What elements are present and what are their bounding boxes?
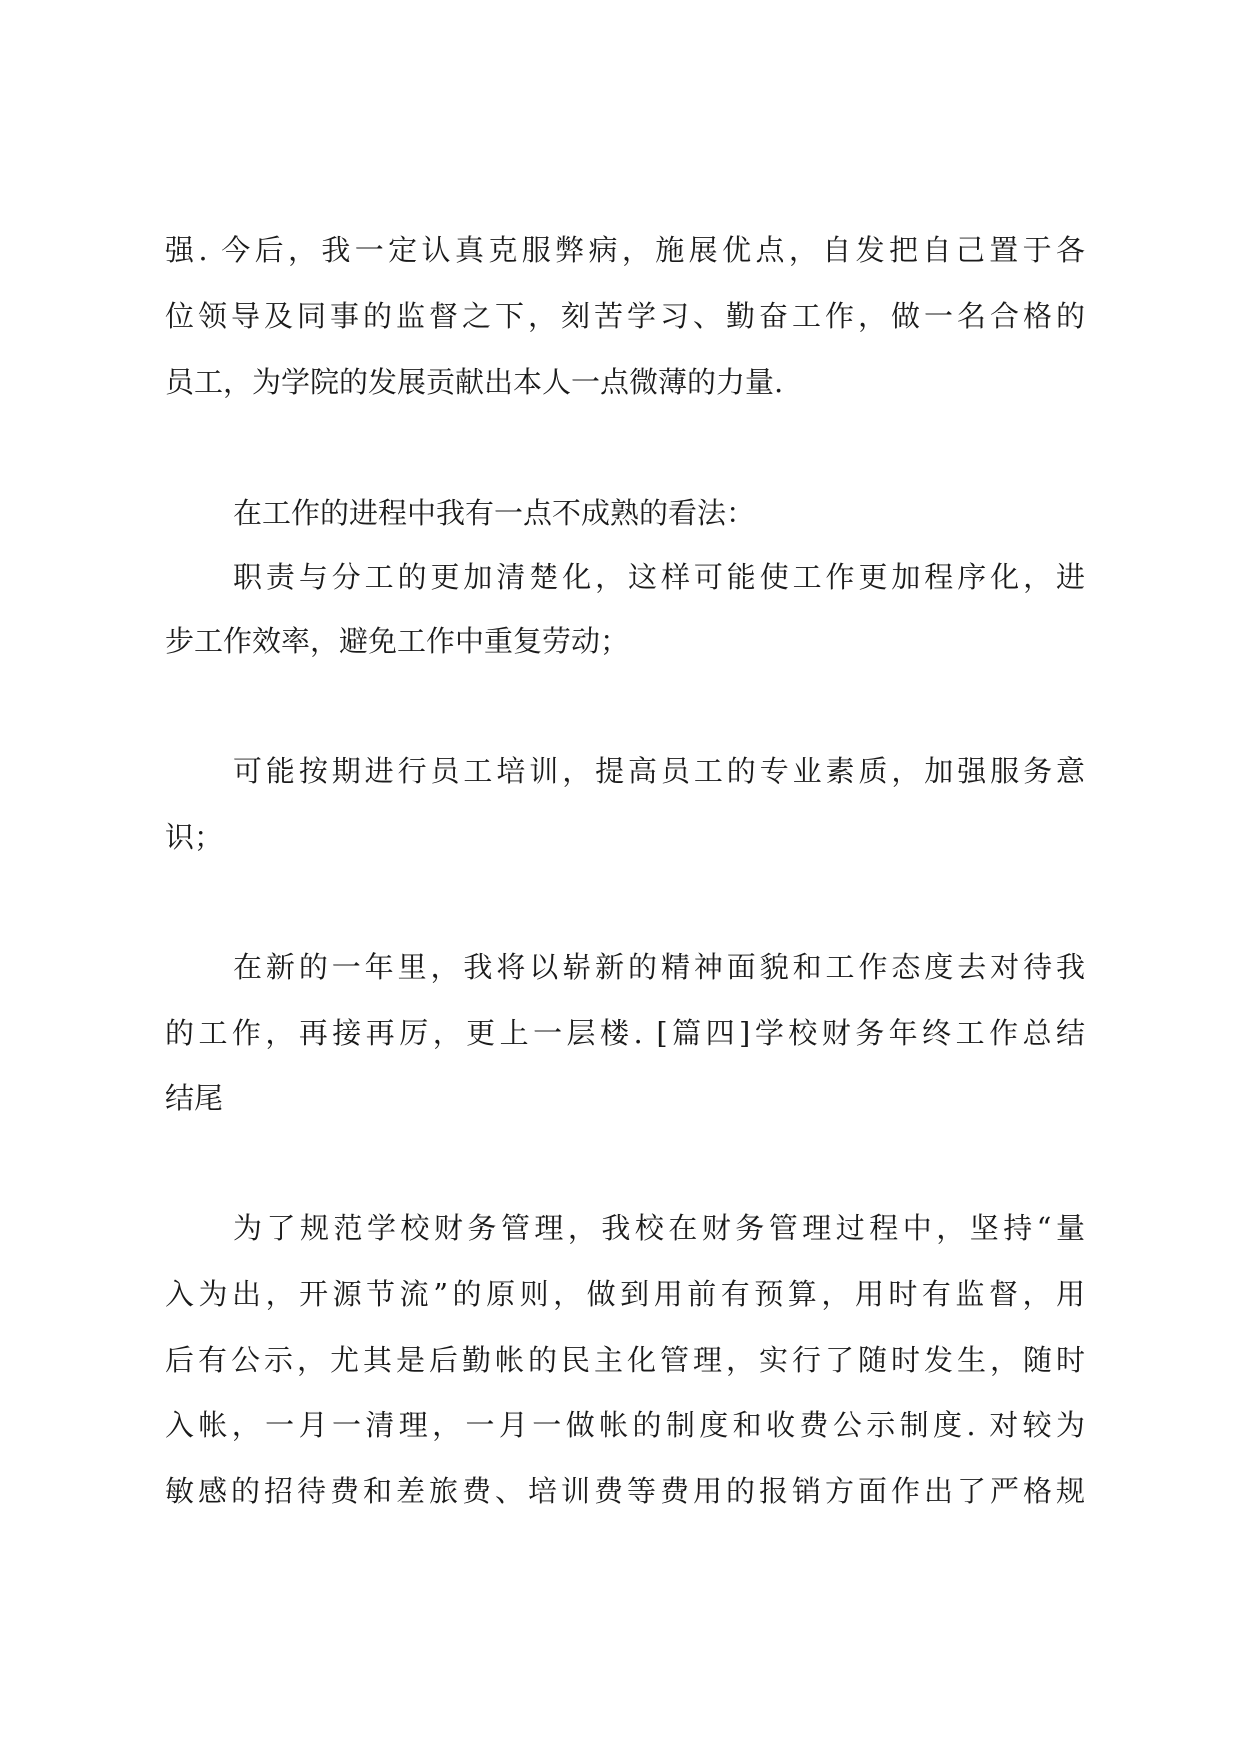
- text-line: 入帐，一月一清理，一月一做帐的制度和收费公示制度. 对较为: [165, 1408, 1085, 1442]
- text-line: 在新的一年里，我将以崭新的精神面貌和工作态度去对待我: [233, 950, 1085, 984]
- text-line: 为了规范学校财务管理，我校在财务管理过程中，坚持“量: [233, 1211, 1085, 1245]
- text-line: 后有公示，尤其是后勤帐的民主化管理，实行了随时发生，随时: [165, 1343, 1085, 1377]
- text-line: 可能按期进行员工培训，提高员工的专业素质，加强服务意: [233, 754, 1085, 788]
- text-line: 员工，为学院的发展贡献出本人一点微薄的力量.: [165, 365, 784, 399]
- text-line: 步工作效率，避免工作中重复劳动；: [165, 624, 630, 658]
- text-line: 的工作，再接再厉，更上一层楼. [篇四]学校财务年终工作总结: [165, 1016, 1085, 1050]
- text-line: 在工作的进程中我有一点不成熟的看法：: [233, 496, 756, 530]
- text-line: 敏感的招待费和差旅费、培训费等费用的报销方面作出了严格规: [165, 1474, 1085, 1508]
- text-line: 强. 今后，我一定认真克服弊病，施展优点，自发把自己置于各: [165, 233, 1085, 267]
- text-line: 职责与分工的更加清楚化，这样可能使工作更加程序化，进: [233, 560, 1085, 594]
- text-line: 入为出，开源节流”的原则，做到用前有预算，用时有监督，用: [165, 1277, 1085, 1311]
- text-line: 位领导及同事的监督之下，刻苦学习、勤奋工作，做一名合格的: [165, 299, 1085, 333]
- text-line: 识；: [165, 820, 224, 854]
- text-line: 结尾: [165, 1081, 224, 1115]
